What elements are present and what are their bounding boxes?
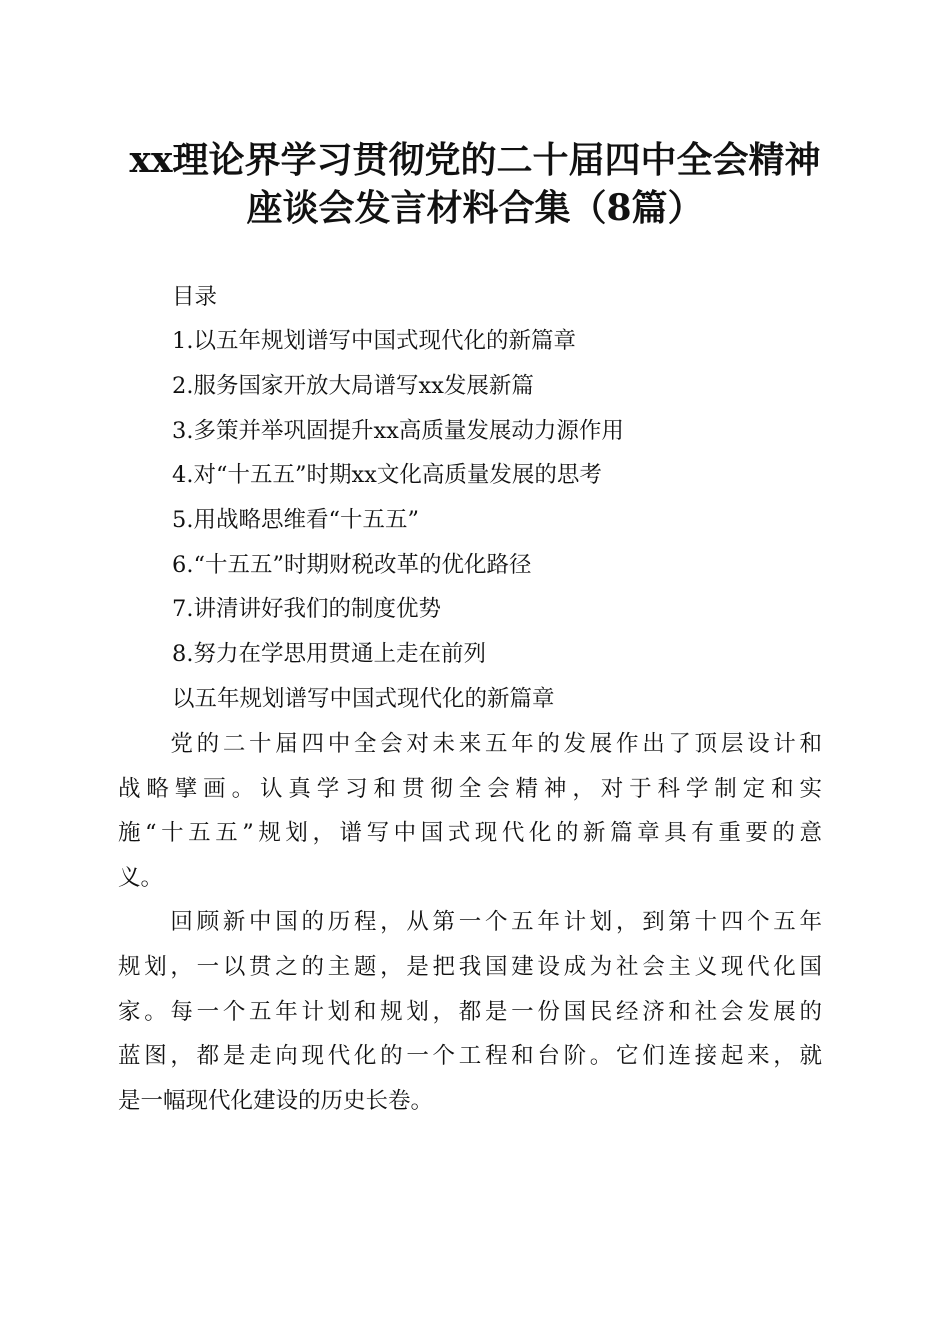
toc-item: 6.“十五五”时期财税改革的优化路径	[172, 552, 532, 578]
toc-item: 1.以五年规划谱写中国式现代化的新篇章	[172, 328, 576, 354]
paragraph-line: 义。	[118, 865, 164, 891]
toc-item: 3.多策并举巩固提升xx高质量发展动力源作用	[172, 418, 624, 444]
paragraph-line: 战略擘画。认真学习和贯彻全会精神，对于科学制定和实	[118, 776, 822, 802]
paragraph-line: 是一幅现代化建设的历史长卷。	[118, 1088, 434, 1114]
paragraph-line: 规划，一以贯之的主题，是把我国建设成为社会主义现代化国	[118, 954, 822, 980]
paragraph-line: 蓝图，都是走向现代化的一个工程和台阶。它们连接起来，就	[118, 1043, 822, 1069]
paragraph-line: 回顾新中国的历程，从第一个五年计划，到第十四个五年	[118, 909, 822, 935]
article-heading: 以五年规划谱写中国式现代化的新篇章	[172, 686, 555, 712]
paragraph-line: 党的二十届四中全会对未来五年的发展作出了顶层设计和	[118, 731, 822, 757]
paragraph-line: 家。每一个五年计划和规划，都是一份国民经济和社会发展的	[118, 999, 822, 1025]
toc-item: 8.努力在学思用贯通上走在前列	[172, 641, 486, 667]
paragraph-line: 施“十五五”规划，谱写中国式现代化的新篇章具有重要的意	[118, 820, 822, 846]
document-title-line-2: 座谈会发言材料合集（8篇）	[246, 187, 704, 229]
document-title-line-1: xx理论界学习贯彻党的二十届四中全会精神	[129, 139, 821, 181]
toc-item: 4.对“十五五”时期xx文化高质量发展的思考	[172, 462, 602, 488]
toc-item: 5.用战略思维看“十五五”	[172, 507, 419, 533]
toc-item: 7.讲清讲好我们的制度优势	[172, 596, 441, 622]
toc-item: 2.服务国家开放大局谱写xx发展新篇	[172, 373, 534, 399]
toc-heading: 目录	[172, 284, 218, 310]
